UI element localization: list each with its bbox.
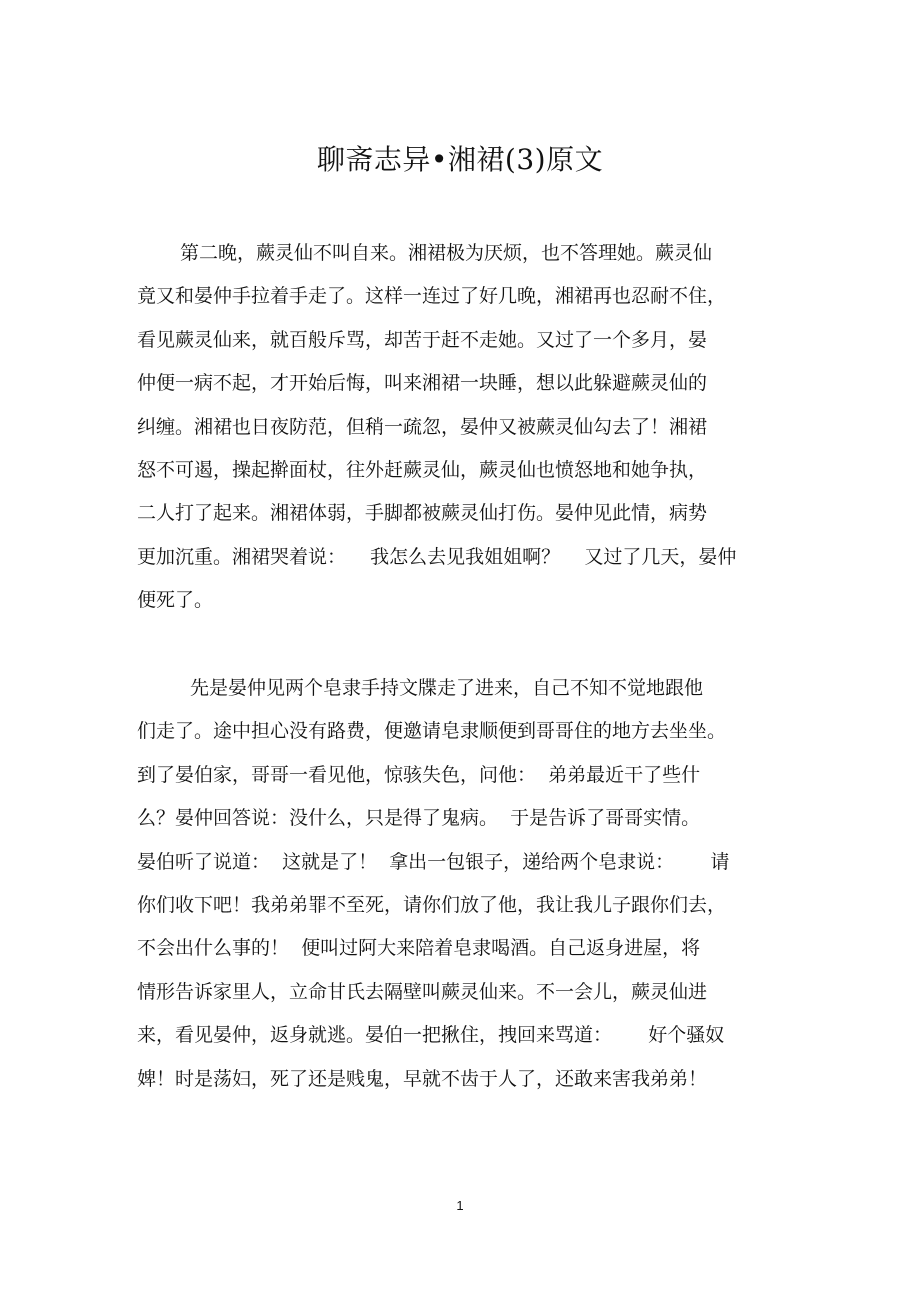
- text-line: 情形告诉家里人，立命甘氏去隔壁叫蕨灵仙来。不一会儿，蕨灵仙进: [137, 980, 708, 1003]
- text-line: 看见蕨灵仙来，就百般斥骂，却苦于赶不走她。又过了一个多月，晏: [137, 328, 708, 351]
- text-line: 竟又和晏仲手拉着手走了。这样一连过了好几晚，湘裙再也忍耐不住，: [137, 285, 727, 308]
- text-line: 更加沉重。湘裙哭着说： 我怎么去见我姐姐啊？ 又过了几天，晏仲: [137, 545, 737, 568]
- paragraph-2: [137, 667, 797, 1101]
- text-line: 晏伯听了说道： 这就是了！ 拿出一包银子，递给两个皂隶说： 请: [137, 850, 730, 873]
- text-line: 二人打了起来。湘裙体弱，手脚都被蕨灵仙打伤。晏仲见此情，病势: [137, 502, 708, 525]
- text-line: 先是晏仲见两个皂隶手持文牒走了进来，自己不知不觉地跟他: [190, 677, 704, 699]
- text-line: 婢！时是荡妇，死了还是贱鬼，早就不齿于人了，还敢来害我弟弟！: [137, 1067, 708, 1090]
- text-line: 不会出什么事的！ 便叫过阿大来陪着皂隶喝酒。自己返身进屋，将: [137, 937, 701, 960]
- document-title: 聊斋志异•湘裙(3)原文: [316, 143, 604, 176]
- paragraph-1: [137, 232, 797, 623]
- text-line: 仲便一病不起，才开始后悔，叫来湘裙一块睡，想以此躲避蕨灵仙的: [137, 372, 708, 395]
- text-line: 第二晚，蕨灵仙不叫自来。湘裙极为厌烦，也不答理她。蕨灵仙: [180, 242, 713, 264]
- page-number: 1: [456, 1198, 464, 1213]
- text-line: 你们收下吧！我弟弟罪不至死，请你们放了他，我让我儿子跟你们去，: [137, 893, 727, 916]
- text-line: 便死了。: [137, 589, 214, 612]
- text-line: 么？晏仲回答说：没什么，只是得了鬼病。 于是告诉了哥哥实情。: [137, 807, 701, 830]
- text-line: 来，看见晏仲，返身就逃。晏伯一把揪住，拽回来骂道： 好个骚奴: [137, 1024, 725, 1047]
- text-line: 纠缠。湘裙也日夜防范，但稍一疏忽，晏仲又被蕨灵仙勾去了！湘裙: [137, 415, 708, 438]
- text-line: 们走了。途中担心没有路费，便邀请皂隶顺便到哥哥住的地方去坐坐。: [137, 720, 727, 743]
- text-line: 到了晏伯家，哥哥一看见他，惊骇失色，问他： 弟弟最近干了些什: [137, 763, 701, 786]
- text-line: 怒不可遏，操起擀面杖，往外赶蕨灵仙，蕨灵仙也愤怒地和她争执，: [137, 458, 708, 481]
